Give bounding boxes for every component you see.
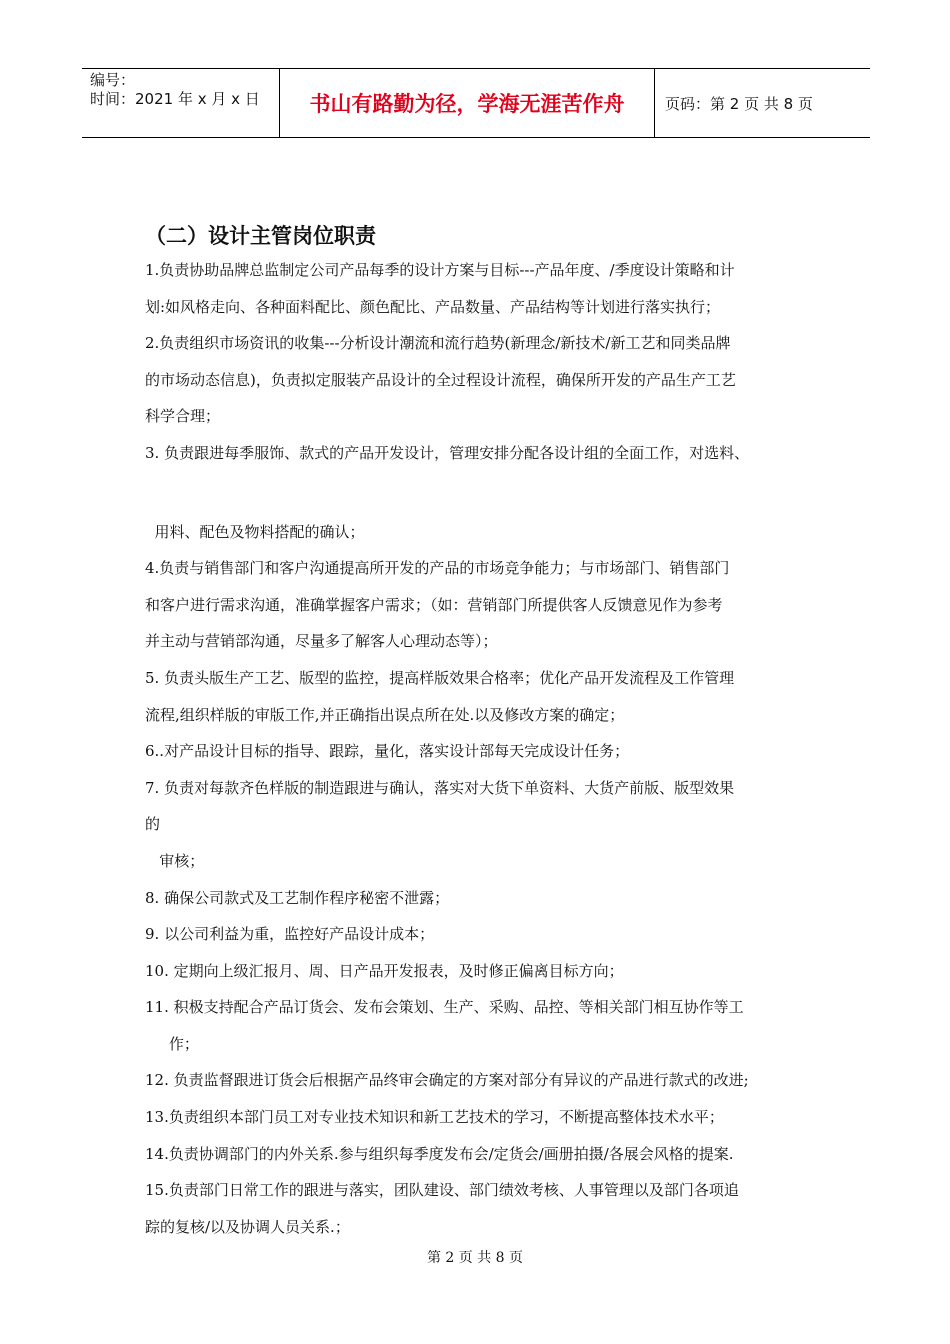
header-meta xyxy=(82,69,280,137)
text-line: 2.负责组织市场资讯的收集---分析设计潮流和流行趋势(新理念/新技术/新工艺和同类品牌 xyxy=(145,334,731,353)
text-line: 3. 负责跟进每季服饰、款式的产品开发设计，管理安排分配各设计组的全面工作，对选料、 xyxy=(145,443,750,462)
text-line: 用料、配色及物料搭配的确认； xyxy=(145,522,365,541)
text-line: 划:如风格走向、各种面料配比、颜色配比、产品数量、产品结构等计划进行落实执行； xyxy=(145,297,721,316)
text-line: 审核； xyxy=(145,851,205,870)
text-line: 10. 定期向上级汇报月、周、日产品开发报表，及时修正偏离目标方向； xyxy=(145,961,624,980)
header-motto: 书山有路勤为径，学海无涯苦作舟 xyxy=(280,69,655,137)
page-footer: 第 2 页 共 8 页 xyxy=(426,1250,524,1266)
text-line: 1.负责协助品牌总监制定公司产品每季的设计方案与目标---产品年度、/季度设计策略和计 xyxy=(145,261,735,279)
text-line: 12. 负责监督跟进订货会后根据产品终审会确定的方案对部分有异议的产品进行款式的改进; xyxy=(145,1071,749,1090)
text-line: 6..对产品设计目标的指导、跟踪，量化，落实设计部每天完成设计任务； xyxy=(145,742,630,761)
spacer xyxy=(145,477,835,519)
text-line: 11. 积极支持配合产品订货会、发布会策划、生产、采购、品控、等相关部门相互协作等工 xyxy=(145,998,744,1017)
text-line: 科学合理； xyxy=(145,407,221,426)
text-line: 并主动与营销部沟通，尽量多了解客人心理动态等）； xyxy=(145,632,498,651)
text-line: 8. 确保公司款式及工艺制作程序秘密不泄露； xyxy=(145,888,450,907)
text-line: 的市场动态信息)，负责拟定服装产品设计的全过程设计流程，确保所开发的产品生产工艺 xyxy=(145,370,736,389)
text-line: 和客户进行需求沟通，准确掌握客户需求；（如：营销部门所提供客人反馈意见作为参考 xyxy=(145,595,723,614)
page-header xyxy=(82,68,870,138)
text-line: 9. 以公司利益为重，监控好产品设计成本； xyxy=(145,925,435,944)
date-label: 时间：2021 年 x 月 x 日 xyxy=(90,90,260,108)
text-line: 14.负责协调部门的内外关系.参与组织每季度发布会/定货会/画册拍摄/各展会风格的提案. xyxy=(145,1144,734,1163)
text-line: 7. 负责对每款齐色样版的制造跟进与确认，落实对大货下单资料、大货产前版、版型效果 xyxy=(145,778,735,797)
text-line: 13.负责组织本部门员工对专业技术知识和新工艺技术的学习，不断提高整体技术水平； xyxy=(145,1108,724,1127)
text-line: 4.负责与销售部门和客户沟通提高所开发的产品的市场竞争能力；与市场部门、销售部门 xyxy=(145,559,730,578)
header-page-info: 页码：第 2 页 共 8 页 xyxy=(665,94,813,113)
text-line: 踪的复核/以及协调人员关系.； xyxy=(145,1217,350,1236)
text-line: 流程,组织样版的审版工作,并正确指出误点所在处.以及修改方案的确定； xyxy=(145,705,625,724)
text-line: 的 xyxy=(145,815,161,834)
text-line: 5. 负责头版生产工艺、版型的监控，提高样版效果合格率；优化产品开发流程及工作管理 xyxy=(145,668,735,687)
text-line: 15.负责部门日常工作的跟进与落实，团队建设、部门绩效考核、人事管理以及部门各项追 xyxy=(145,1181,739,1200)
text-line: 作； xyxy=(145,1034,199,1053)
number-label: 编号： xyxy=(90,71,136,89)
section-title: （二）设计主管岗位职责 xyxy=(145,224,376,248)
document-body xyxy=(145,257,835,1250)
